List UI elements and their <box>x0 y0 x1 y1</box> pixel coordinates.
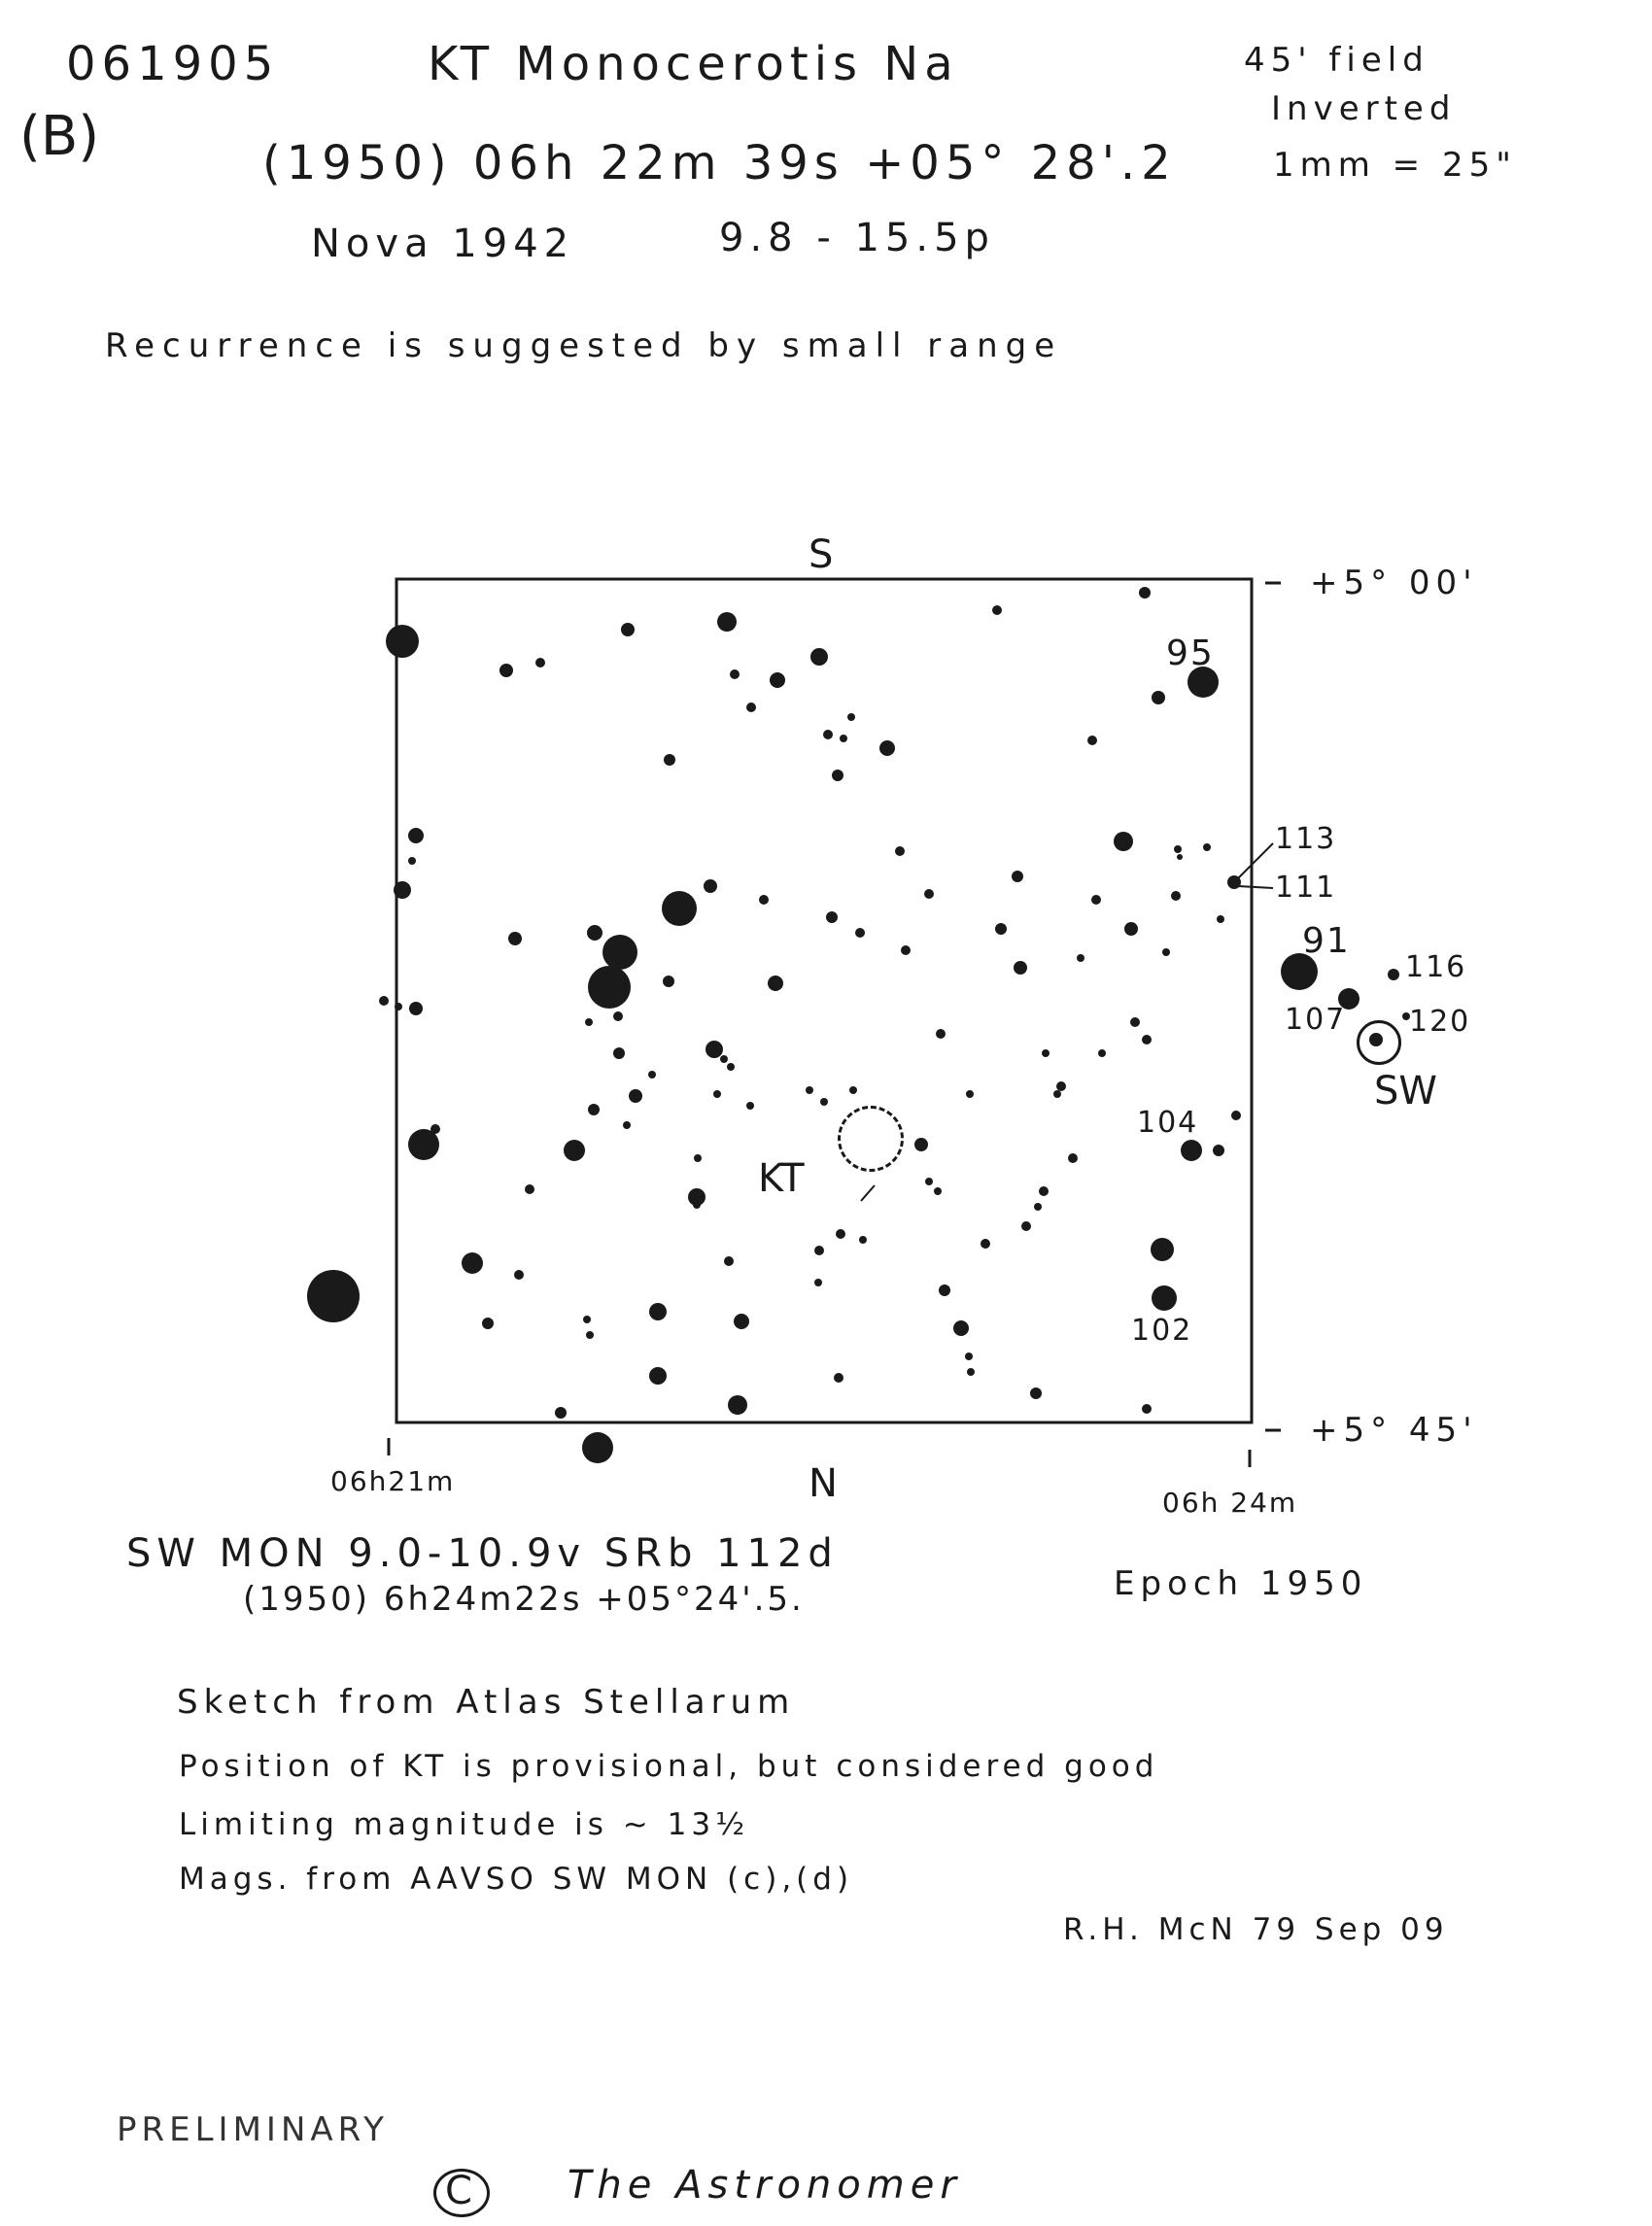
sw-mon-line1: SW MON 9.0-10.9v SRb 112d <box>126 1531 839 1576</box>
star-75 <box>746 1102 754 1110</box>
star-14 <box>823 730 833 739</box>
star-72 <box>1231 1111 1241 1120</box>
star-29 <box>662 891 697 926</box>
star-28 <box>1177 854 1183 860</box>
star-5 <box>1139 587 1151 599</box>
star-110 <box>583 1316 591 1323</box>
star-47 <box>1124 922 1138 936</box>
star-102 <box>462 1252 483 1274</box>
star-122 <box>728 1395 747 1415</box>
star-90 <box>1068 1153 1078 1163</box>
star-25 <box>1174 845 1182 853</box>
star-96 <box>525 1184 534 1194</box>
star-91 <box>1039 1186 1049 1196</box>
sw-variable-marker <box>1357 1020 1401 1065</box>
corner-mark-paren: ( <box>19 105 41 168</box>
star-104 <box>724 1256 734 1266</box>
label-leader-111 <box>1238 886 1273 888</box>
star-36 <box>1171 891 1181 901</box>
star-76 <box>806 1086 813 1094</box>
star-124 <box>582 1432 613 1463</box>
star-65 <box>1130 1017 1140 1027</box>
star-35 <box>1091 895 1101 905</box>
star-51 <box>1388 969 1399 980</box>
star-13 <box>1087 736 1097 745</box>
star-70 <box>1053 1090 1061 1098</box>
corner-mark-paren-close: ) <box>78 105 100 168</box>
star-79 <box>966 1090 974 1098</box>
star-56 <box>395 1003 402 1010</box>
star-53 <box>663 976 674 987</box>
star-120 <box>1030 1387 1042 1399</box>
star-8 <box>730 669 740 679</box>
star-74 <box>713 1090 721 1098</box>
nova-year: Nova 1942 <box>311 222 575 266</box>
star-22 <box>394 881 411 899</box>
star-111 <box>586 1331 594 1339</box>
star-10 <box>1152 691 1165 704</box>
star-54 <box>768 976 783 991</box>
magnitude-range: 9.8 - 15.5p <box>719 216 995 260</box>
star-39 <box>587 925 602 941</box>
star-4 <box>992 605 1002 615</box>
star-57 <box>409 1002 423 1015</box>
star-77 <box>820 1098 828 1106</box>
star-21 <box>408 857 416 865</box>
dec-bottom-label: +5° 45' <box>1310 1411 1478 1450</box>
star-45 <box>1014 961 1027 975</box>
star-32 <box>924 889 934 899</box>
chart-border <box>396 579 1252 1422</box>
star-113 <box>734 1314 749 1329</box>
epoch-note: Epoch 1950 <box>1114 1564 1368 1603</box>
comp-star-113: 113 <box>1275 822 1337 856</box>
star-64 <box>936 1029 946 1039</box>
star-88 <box>925 1178 933 1185</box>
star-119 <box>307 1270 360 1322</box>
star-100 <box>814 1246 824 1255</box>
star-106 <box>1151 1238 1174 1261</box>
star-18 <box>664 754 675 766</box>
star-97 <box>1021 1221 1031 1231</box>
star-38 <box>508 932 522 945</box>
star-89 <box>934 1187 942 1195</box>
limiting-magnitude: Limiting magnitude is ~ 13½ <box>179 1807 750 1842</box>
star-46 <box>1077 954 1084 962</box>
sw-label: SW <box>1374 1069 1437 1113</box>
kt-position-circle <box>838 1106 904 1172</box>
copyright-letter: C <box>445 2169 472 2213</box>
star-2 <box>717 612 737 632</box>
star-1 <box>621 623 635 636</box>
star-3 <box>810 648 828 666</box>
star-61 <box>706 1041 723 1058</box>
star-85 <box>564 1140 585 1161</box>
star-84 <box>588 1104 600 1115</box>
star-121 <box>555 1407 567 1419</box>
star-103 <box>514 1270 524 1280</box>
star-30 <box>704 879 717 893</box>
star-15 <box>847 713 855 721</box>
star-48 <box>1162 948 1170 956</box>
star-31 <box>1012 871 1023 882</box>
star-62 <box>720 1055 728 1063</box>
star-37 <box>1217 915 1224 923</box>
ra-left-label: 06h21m <box>330 1465 456 1497</box>
comp-star-111: 111 <box>1275 871 1337 905</box>
mags-source: Mags. from AAVSO SW MON (c),(d) <box>179 1862 854 1897</box>
star-101 <box>981 1239 990 1249</box>
signature: R.H. McN 79 Sep 09 <box>1063 1912 1449 1947</box>
ra-right-label: 06h 24m <box>1162 1487 1298 1519</box>
chart-top-label: S <box>809 532 834 577</box>
chart-id: 061905 <box>66 37 280 91</box>
publisher-name: The Astronomer <box>568 2163 962 2208</box>
star-7 <box>535 658 545 668</box>
position-1950: (1950) 06h 22m 39s +05° 28'.2 <box>262 136 1177 190</box>
star-83 <box>430 1124 440 1134</box>
star-86 <box>623 1121 631 1129</box>
star-80 <box>1181 1140 1202 1161</box>
star-112 <box>649 1303 667 1320</box>
preliminary-stamp: PRELIMINARY <box>117 2110 389 2149</box>
star-87 <box>914 1138 928 1151</box>
star-95 <box>693 1201 701 1209</box>
corner-mark-letter: B <box>40 105 79 168</box>
star-123 <box>1142 1404 1152 1414</box>
star-17 <box>879 740 895 756</box>
star-55 <box>379 996 389 1006</box>
star-9 <box>770 672 785 688</box>
label-leader-113 <box>861 1185 875 1201</box>
star-67 <box>1042 1049 1050 1057</box>
dec-top-label: +5° 00' <box>1310 564 1478 602</box>
star-34 <box>826 911 838 923</box>
star-43 <box>901 945 911 955</box>
star-33 <box>759 895 769 905</box>
star-98 <box>836 1229 845 1239</box>
comp-star-95: 95 <box>1166 634 1215 673</box>
star-71 <box>1056 1081 1066 1091</box>
label-leader-113b <box>1238 843 1273 878</box>
star-26 <box>1203 843 1211 851</box>
star-24 <box>1114 832 1133 851</box>
recurrence-remark: Recurrence is suggested by small range <box>105 326 1063 365</box>
comp-star-102: 102 <box>1131 1314 1193 1348</box>
star-118 <box>834 1373 843 1383</box>
star-63 <box>727 1063 735 1071</box>
star-44 <box>995 923 1007 935</box>
star-105 <box>814 1279 822 1286</box>
comp-star-107: 107 <box>1285 1003 1347 1037</box>
star-59 <box>613 1011 623 1021</box>
star-69 <box>648 1071 656 1079</box>
star-27 <box>1227 875 1241 889</box>
star-66 <box>1142 1035 1152 1045</box>
comp-star-104: 104 <box>1137 1106 1199 1140</box>
star-23 <box>895 846 905 856</box>
star-108 <box>1152 1285 1177 1311</box>
star-107 <box>939 1284 950 1296</box>
star-68 <box>1098 1049 1106 1057</box>
chart-bottom-label: N <box>809 1461 838 1506</box>
star-40 <box>602 935 637 970</box>
sw-mon-line2: (1950) 6h24m22s +05°24'.5. <box>243 1580 805 1619</box>
comp-star-120: 120 <box>1409 1005 1471 1039</box>
star-41 <box>588 966 631 1009</box>
star-16 <box>840 735 847 742</box>
star-20 <box>408 828 424 843</box>
star-109 <box>482 1318 494 1329</box>
star-60 <box>613 1047 625 1059</box>
sketch-source: Sketch from Atlas Stellarum <box>177 1683 796 1722</box>
star-58 <box>585 1018 593 1026</box>
star-93 <box>694 1154 702 1162</box>
star-92 <box>1034 1203 1042 1211</box>
star-114 <box>953 1320 969 1336</box>
field-size: 45' field <box>1244 41 1429 80</box>
star-117 <box>649 1367 667 1385</box>
star-19 <box>832 770 843 781</box>
star-0 <box>386 625 419 658</box>
star-field <box>307 587 1410 1463</box>
comp-star-91: 91 <box>1302 921 1351 961</box>
comp-star-116: 116 <box>1405 950 1467 984</box>
star-116 <box>967 1368 975 1376</box>
star-81 <box>1213 1145 1224 1156</box>
star-12 <box>746 702 756 712</box>
star-6 <box>499 664 513 677</box>
star-73 <box>629 1089 642 1103</box>
star-78 <box>849 1086 857 1094</box>
star-99 <box>859 1236 867 1244</box>
position-note: Position of KT is provisional, but considered good <box>179 1749 1159 1784</box>
chart-title: KT Monocerotis Na <box>428 37 959 91</box>
star-115 <box>965 1353 973 1360</box>
star-42 <box>855 928 865 938</box>
scale-note: 1mm = 25" <box>1273 146 1517 185</box>
kt-label: KT <box>758 1156 805 1201</box>
inverted-note: Inverted <box>1271 89 1457 128</box>
